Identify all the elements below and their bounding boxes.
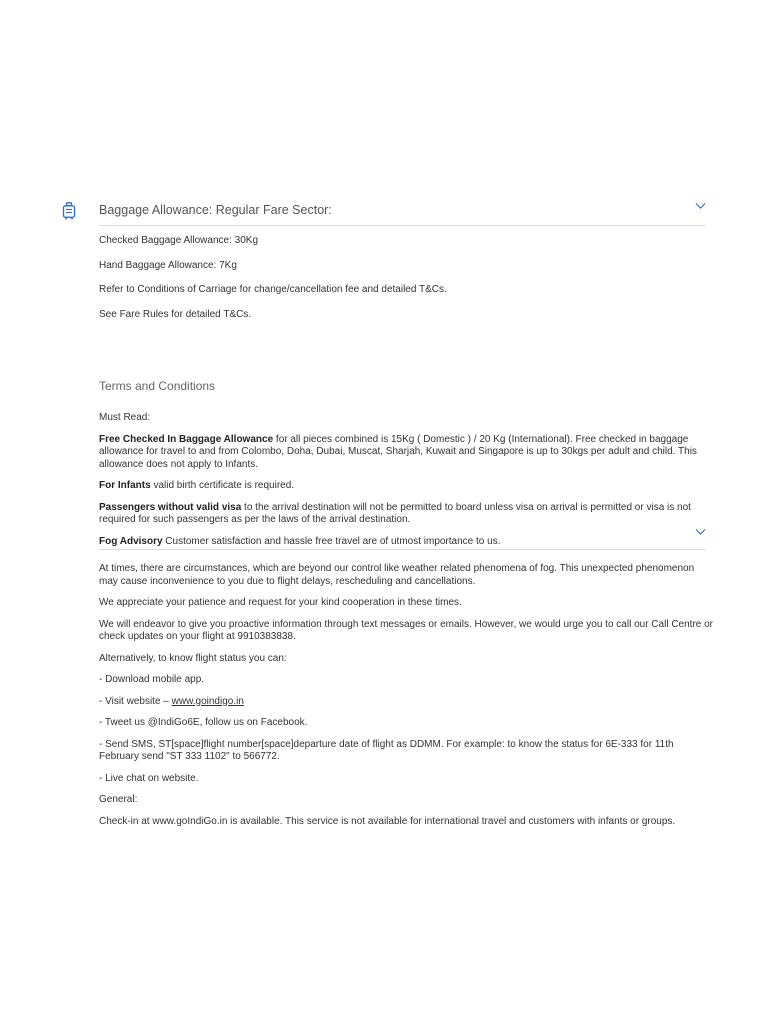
hand-baggage-text: Hand Baggage Allowance: 7Kg	[99, 259, 237, 271]
visa-label: Passengers without valid visa	[99, 501, 242, 513]
infants-label: For Infants	[99, 480, 151, 491]
goindigo-link[interactable]: www.goindigo.in	[171, 695, 244, 707]
terms-body	[99, 412, 715, 837]
conditions-of-carriage-text: Refer to Conditions of Carriage for change/cancellation fee and detailed T&Cs.	[99, 284, 447, 295]
baggage-section-title: Baggage Allowance: Regular Fare Sector:	[99, 203, 332, 217]
fog-advisory-text: Customer satisfaction and hassle free travel are of utmost importance to us.	[162, 535, 501, 547]
tweet-item: - Tweet us @IndiGo6E, follow us on Facebook.	[99, 717, 308, 728]
general-label: General:	[99, 794, 138, 805]
download-app-item: - Download mobile app.	[99, 674, 205, 685]
fog-paragraph-2: We appreciate your patience and request for your kind cooperation in these times.	[99, 597, 462, 608]
sms-item: - Send SMS, ST[space]flight number[space]departure date of flight as DDMM. For example: to know the status for 6E-333 for 11th February send "ST 333 1102" to 566772.	[99, 738, 674, 762]
visit-website-prefix: - Visit website –	[99, 695, 172, 707]
infants-text: valid birth certificate is required.	[150, 480, 295, 491]
fog-advisory-label: Fog Advisory	[99, 535, 163, 547]
visit-website-item	[99, 696, 715, 709]
must-read-label: Must Read:	[99, 412, 151, 423]
visa-paragraph	[99, 502, 715, 527]
live-chat-item: - Live chat on website.	[99, 772, 199, 784]
checkin-paragraph: Check-in at www.goIndiGo.in is available. This service is not available for international travel and customers with infants or groups.	[99, 815, 676, 827]
free-baggage-label: Free Checked In Baggage Allowance	[99, 433, 274, 445]
flight-status-intro: Alternatively, to know flight status you can:	[99, 652, 287, 664]
fog-paragraph-1: At times, there are circumstances, which are beyond our control like weather related phenomena of fog. This unexpected phenomenon may cause inconvenience to you due to flight delays, rescheduling and cancellations.	[99, 563, 695, 587]
baggage-section-header[interactable]	[99, 196, 706, 226]
infants-paragraph	[99, 480, 715, 493]
fog-paragraph-3: We will endeavor to give you proactive information through text messages or emails. However, we would urge you to call our Call Centre or check updates on your flight at 9910383838.	[99, 618, 713, 642]
free-baggage-text: for all pieces combined is 15Kg ( Domestic ) / 20 Kg (International). Free checked in baggage allowance for travel to and from Colombo, Doha, Dubai, Muscat, Sharjah, Kuwait and Singapore is up to 30kgs per adult and child. This allowance does not apply to Infants.	[99, 433, 697, 470]
checked-baggage-text: Checked Baggage Allowance: 30Kg	[99, 235, 259, 246]
terms-title: Terms and Conditions	[99, 379, 216, 393]
free-baggage-paragraph	[99, 434, 715, 472]
fog-advisory-paragraph	[99, 536, 715, 549]
fare-rules-text: See Fare Rules for detailed T&Cs.	[99, 308, 252, 320]
chevron-down-icon[interactable]	[695, 202, 706, 210]
baggage-details	[99, 235, 712, 333]
visa-text: to the arrival destination will not be permitted to board unless visa on arrival is permitted or visa is not required for such passengers as per the laws of the arrival destination.	[99, 501, 691, 525]
luggage-icon	[62, 202, 76, 220]
